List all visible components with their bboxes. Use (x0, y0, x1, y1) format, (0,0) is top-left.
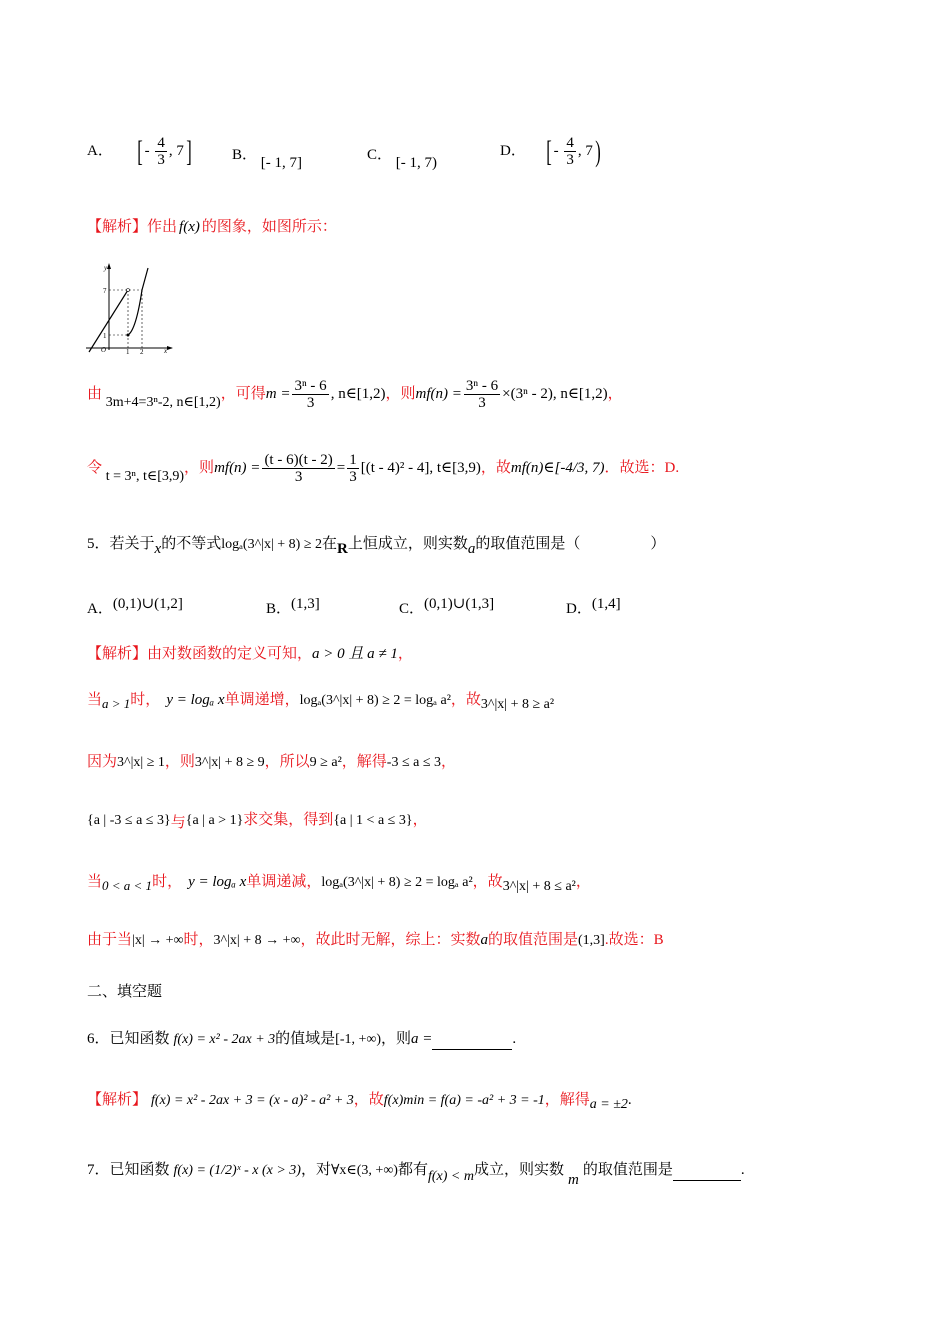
function-graph (84, 260, 174, 355)
q4-solution-line2: 由 3m+4=3ⁿ-2, n∈[1,2)，可得m = $\frac{\text{3ⁿ - 6}}{3}$ , n∈[1,2)，则mf(n) = $\frac{\text{3ⁿ - 6}}{3}$ ×(3ⁿ - 2), n∈[1,2)， (87, 378, 623, 411)
graph-tick-1: 1 (103, 332, 107, 340)
q5-option-a: A．(0,1)∪(1,2] (87, 596, 183, 617)
q5-option-d: D．(1,4] (566, 596, 621, 617)
q5-solution-line6: 由于当|x| → +∞时，3^|x| + 8 → +∞，故此时无解，综上：实数a的取值范围是(1,3].故选：B (87, 932, 664, 948)
q5-option-b: B．(1,3] (266, 596, 320, 617)
graph-tick-x2: 2 (140, 348, 144, 355)
option-c: C． [- 1, 7) (367, 147, 438, 171)
option-d: D． [ - $\frac{4}{3}$ , 7) (500, 134, 601, 168)
section-title: 二、填空题 (87, 984, 163, 1000)
q7-answer-blank (673, 1160, 741, 1181)
graph-origin: O (101, 346, 107, 354)
graph-tick-x1: 1 (126, 348, 130, 355)
q5-solution-line3: 因为3^|x| ≥ 1，则3^|x| + 8 ≥ 9，所以9 ≥ a²，解得-3 ≤ a ≤ 3， (87, 754, 457, 770)
q4-solution-line1: 【解析】作出 f(x) 的图象，如图所示： (87, 219, 337, 235)
option-a-label: A． (87, 142, 113, 159)
option-c-label: C． (367, 147, 393, 163)
q6-question: 6．已知函数 f(x) = x² - 2ax + 3的值域是[-1, +∞)，则a = . (87, 1029, 516, 1050)
q5-solution-line1: 【解析】由对数函数的定义可知，a > 0 且 a ≠ 1， (87, 646, 413, 662)
q5-solution-line4: {a | -3 ≤ a ≤ 3}与{a | a > 1}求交集，得到{a | 1 < a ≤ 3}， (87, 812, 428, 831)
q5-option-c: C．(0,1)∪(1,3] (399, 596, 495, 617)
q4-solution-line3: 令 t = 3ⁿ, t∈[3,9)，则mf(n) = $\frac{(t - 6)(t - 2)}{3}$ = $\frac{1}{3}$ [(t - 4)² - 4], t∈[3,9)，故mf(n)∈[-4/3, 7)．故选：D. (87, 452, 680, 485)
graph-x-label: x (164, 347, 168, 355)
option-b-label: B． (232, 147, 258, 163)
q7-question: 7．已知函数 f(x) = (1/2)ˣ - x (x > 3)，对∀x∈(3, +∞)都有f(x) < m成立，则实数m的取值范围是 . (87, 1162, 745, 1188)
q5-question: 5．若关于x的不等式logₐ(3^|x| + 8) ≥ 2在R上恒成立，则实数a的取值范围是（ ） (87, 536, 666, 557)
option-a: A． [ - $\frac{4}{3}$ , 7] (87, 134, 192, 168)
option-d-label: D． (500, 142, 526, 159)
graph-y-label: y (104, 264, 108, 272)
graph-tick-7: 7 (103, 287, 107, 295)
solution-tag: 【解析】 (87, 219, 148, 235)
q5-solution-line5: 当0 < a < 1时， y = logₐ x单调递减，logₐ(3^|x| + 8) ≥ 2 = logₐ a²，故3^|x| + 8 ≤ a²， (87, 874, 591, 894)
q6-answer-blank (432, 1029, 512, 1050)
q5-solution-line2: 当a > 1时， y = logₐ x单调递增，logₐ(3^|x| + 8) ≥ 2 = logₐ a²，故3^|x| + 8 ≥ a² (87, 692, 555, 712)
option-b: B． [- 1, 7] (232, 147, 303, 171)
q6-solution: 【解析】 f(x) = x² - 2ax + 3 = (x - a)² - a² + 3，故f(x)min = f(a) = -a² + 3 = -1，解得a = ±2. (87, 1092, 632, 1112)
